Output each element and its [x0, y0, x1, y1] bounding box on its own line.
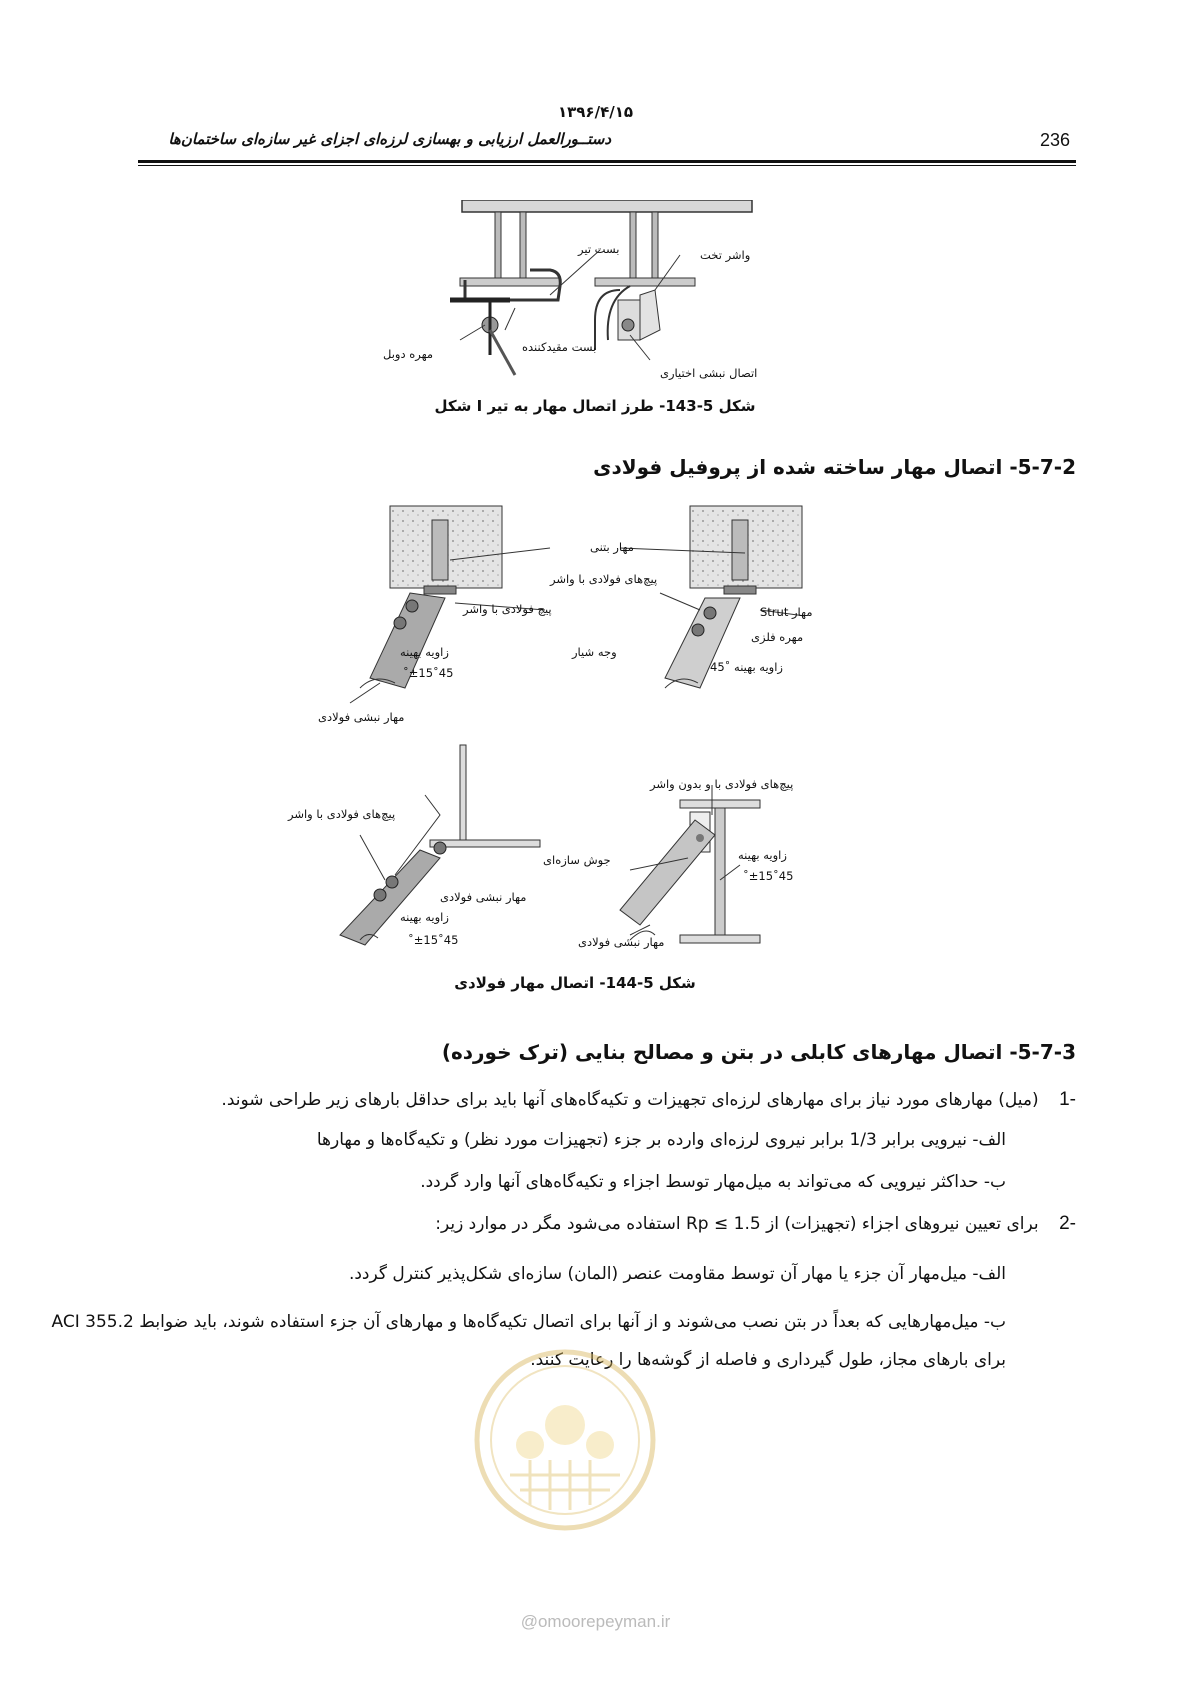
list-subitem: الف- میل‌مهار آن جزء یا مهار آن توسط مقاومت عنصر (المان) سازه‌ای شکل‌پذیر کنترل گردد. — [348, 1264, 1006, 1284]
header-date: ۱۳۹۶/۴/۱۵ — [557, 103, 634, 121]
label-optimal-angle-45: زاویه بهینه ˚45 — [710, 660, 783, 674]
label-washer-flat: واشر تخت — [700, 248, 751, 262]
label-concrete-anchor: مهار بتنی — [590, 540, 634, 554]
list-subitem: ب- میل‌مهارهایی که بعداً در بتن نصب می‌شوند و از آنها برای اتصال تکیه‌گاه‌ها و مهارهای آن جزء استفاده شوند، باید ضوابط ACI 355.2 برای بارهای مجاز، طول گیرداری و فاصله از گوشه‌ها را رعایت کنند. — [51, 1312, 1006, 1370]
label-steel-angle-anchor-2: مهار نبشی فولادی — [440, 890, 527, 904]
figure-143-drawing — [390, 200, 830, 390]
label-slot-face: وجه شیار — [572, 645, 617, 659]
label-steel-angle-anchor-1: مهار نبشی فولادی — [318, 710, 405, 724]
list-number: -1 — [1059, 1089, 1076, 1110]
list-number: -2 — [1059, 1213, 1076, 1234]
figure-144-caption: شکل 5-144- اتصال مهار فولادی — [454, 974, 696, 992]
header-rule — [138, 160, 1076, 163]
label-angle-45-1: 45˚±15˚ — [403, 666, 454, 680]
list-subitem: ب- حداکثر نیرویی که می‌تواند به میل‌مهار توسط اجزاء و تکیه‌گاه‌های آنها وارد گردد. — [420, 1172, 1006, 1192]
list-subitem: الف- نیرویی برابر 1/3 برابر نیروی لرزه‌ای وارده بر جزء (تجهیزات مورد نظر) و تکیه‌گاه‌ها و مهارها — [316, 1130, 1006, 1150]
label-optimal-angle-3: زاویه بهینه — [400, 910, 449, 924]
list-text: (میل) مهارهای مورد نیاز برای مهارهای لرزه‌ای تجهیزات و تکیه‌گاه‌های آنها باید برای حداقل بارهای زیر طراحی شوند. — [221, 1090, 1039, 1110]
label-steel-bolt-washer: پیچ فولادی با واشر — [463, 602, 552, 616]
header-title: دستــورالعمل ارزیابی و بهسازی لرزه‌ای اجزای غیر سازه‌ای ساختمان‌ها — [168, 130, 611, 148]
page-number: 236 — [1040, 130, 1071, 150]
label-structural-weld: جوش سازه‌ای — [543, 853, 611, 867]
label-strut-anchor: مهار Strut — [760, 605, 813, 619]
label-angle-45-3: 45˚±15˚ — [408, 933, 459, 947]
label-metal-nut: مهره فلزی — [751, 630, 804, 644]
label-double-nut: مهره دوبل — [383, 347, 434, 361]
label-optional-angle: اتصال نبشی اختیاری — [660, 366, 758, 380]
label-angle-45-2: 45˚±15˚ — [743, 869, 794, 883]
label-bolts-with-without-washer: پیچ‌های فولادی با و بدون واشر — [650, 777, 794, 791]
list-text: برای تعیین نیروهای اجزاء (تجهیزات) از Rp ≤ 1.5 استفاده می‌شود مگر در موارد زیر: — [435, 1214, 1039, 1234]
label-steel-bolts-washer-1: پیچ‌های فولادی با واشر — [550, 572, 658, 586]
label-optimal-angle-2: زاویه بهینه — [738, 848, 787, 862]
label-restraint-clamp: بست مقیدکننده — [522, 340, 597, 354]
watermark-seal-icon — [470, 1345, 660, 1535]
section-heading-5-7-3: 5-7-3- اتصال مهارهای کابلی در بتن و مصالح بنایی (ترک خورده) — [441, 1040, 1076, 1064]
label-steel-bolts-washer-2: پیچ‌های فولادی با واشر — [288, 807, 396, 821]
label-optimal-angle-1: زاویه بهینه — [400, 645, 449, 659]
section-heading-5-7-2: 5-7-2- اتصال مهار ساخته شده از پروفیل فولادی — [593, 455, 1076, 479]
list-item-2 — [116, 1212, 1076, 1236]
list-item-1 — [116, 1088, 1076, 1112]
watermark-text: @omoorepeyman.ir — [520, 1612, 671, 1631]
header-rule-thin — [138, 165, 1076, 166]
label-beam-clamp: بست تیر — [578, 242, 620, 256]
figure-143-caption: شکل 5-143- طرز اتصال مهار به تیر I شکل — [434, 397, 756, 415]
label-steel-angle-anchor-3: مهار نبشی فولادی — [578, 935, 665, 949]
